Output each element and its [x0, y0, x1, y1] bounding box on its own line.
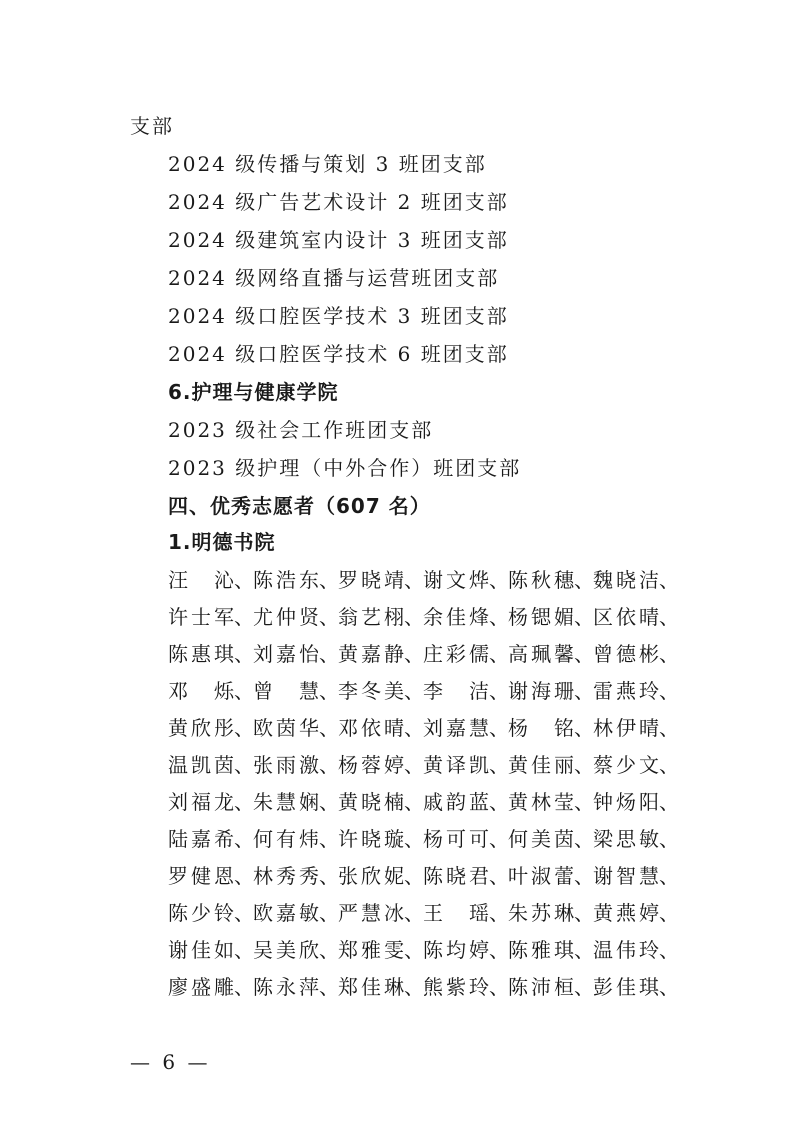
volunteer-name: [423, 566, 508, 603]
name-row: [168, 862, 680, 899]
volunteer-name: [423, 714, 508, 751]
volunteer-name-text: 陈 雅 琪: [508, 938, 574, 962]
name-row: [168, 825, 680, 862]
volunteer-name: [508, 751, 593, 788]
name-separator: 、: [404, 642, 424, 666]
volunteer-name: [338, 640, 423, 677]
volunteer-name: [253, 973, 338, 1010]
name-separator: 、: [404, 901, 424, 925]
volunteer-name-text: 张 雨 激: [253, 753, 319, 777]
volunteer-name-text: 戚 韵 蓝: [423, 790, 489, 814]
name-separator: 、: [489, 716, 509, 740]
name-separator: 、: [659, 716, 679, 740]
volunteer-name: [508, 714, 593, 751]
volunteer-name: [253, 714, 338, 751]
volunteer-name: [593, 862, 678, 899]
volunteer-name-text: 李 洁: [423, 679, 489, 703]
volunteer-name-text: 翁 艺 栩: [338, 605, 404, 629]
volunteer-name: [168, 677, 253, 714]
volunteer-name: [253, 862, 338, 899]
name-row: [168, 677, 680, 714]
volunteer-name-text: 黄 燕 婷: [593, 901, 659, 925]
volunteer-name-text: 尤 仲 贤: [253, 605, 319, 629]
name-separator: 、: [659, 568, 679, 592]
name-separator: 、: [489, 827, 509, 851]
name-separator: 、: [404, 605, 424, 629]
name-separator: 、: [404, 716, 424, 740]
volunteer-name: [253, 825, 338, 862]
name-separator: 、: [489, 864, 509, 888]
name-separator: 、: [319, 975, 339, 999]
name-separator: 、: [319, 753, 339, 777]
volunteer-name: [168, 603, 253, 640]
name-separator: 、: [489, 568, 509, 592]
name-separator: 、: [234, 753, 254, 777]
name-row: [168, 714, 680, 751]
name-separator: 、: [319, 827, 339, 851]
name-separator: 、: [319, 901, 339, 925]
name-separator: 、: [574, 753, 594, 777]
volunteer-name: [168, 899, 253, 936]
volunteer-name-text: 谢 智 慧: [593, 864, 659, 888]
volunteer-name-text: 陈 沛 桓: [508, 975, 574, 999]
name-separator: 、: [659, 753, 679, 777]
volunteer-name-text: 李 冬 美: [338, 679, 404, 703]
volunteer-name-text: 刘 福 龙: [168, 790, 234, 814]
volunteer-name: [508, 862, 593, 899]
volunteer-name: [423, 825, 508, 862]
name-separator: 、: [574, 790, 594, 814]
volunteer-name-text: 林 秀 秀: [253, 864, 319, 888]
name-separator: 、: [574, 938, 594, 962]
name-separator: 、: [234, 864, 254, 888]
volunteer-name-text: 陈 少 铃: [168, 901, 234, 925]
volunteer-name-text: 欧 茵 华: [253, 716, 319, 740]
volunteer-name: [168, 825, 253, 862]
volunteer-name: [338, 936, 423, 973]
text-line-branch-1: 2024 级传播与策划 3 班团支部: [168, 152, 487, 176]
volunteer-name-text: 林 伊 晴: [593, 716, 659, 740]
volunteer-name: [593, 751, 678, 788]
volunteer-name-text: 谢 海 珊: [508, 679, 574, 703]
volunteer-name-text: 刘 嘉 慧: [423, 716, 489, 740]
volunteer-name: [168, 640, 253, 677]
text-line-branch-6: 2024 级口腔医学技术 6 班团支部: [168, 342, 509, 366]
volunteer-name-text: 庄 彩 儒: [423, 642, 489, 666]
name-separator: 、: [574, 716, 594, 740]
volunteer-name: [593, 936, 678, 973]
name-separator: 、: [319, 642, 339, 666]
volunteer-name-text: 朱 苏 琳: [508, 901, 574, 925]
volunteer-name-text: 黄 嘉 静: [338, 642, 404, 666]
volunteer-name-text: 张 欣 妮: [338, 864, 404, 888]
name-row: [168, 788, 680, 825]
volunteer-name-text: 黄 晓 楠: [338, 790, 404, 814]
name-separator: 、: [489, 938, 509, 962]
name-separator: 、: [489, 679, 509, 703]
volunteer-name: [423, 751, 508, 788]
name-row: [168, 751, 680, 788]
volunteer-name-text: 高 珮 馨: [508, 642, 574, 666]
name-separator: 、: [659, 864, 679, 888]
volunteer-name: [338, 714, 423, 751]
volunteer-name-text: 熊 紫 玲: [423, 975, 489, 999]
volunteer-name: [423, 603, 508, 640]
volunteer-name: [168, 714, 253, 751]
volunteer-name-text: 黄 林 莹: [508, 790, 574, 814]
name-separator: 、: [404, 938, 424, 962]
volunteer-name: [253, 640, 338, 677]
text-line-zhibu: 支部: [130, 114, 174, 138]
name-separator: 、: [234, 827, 254, 851]
section-heading-nursing: 6.护理与健康学院: [168, 380, 339, 404]
name-row: [168, 973, 680, 1010]
volunteer-name: [253, 566, 338, 603]
volunteer-name: [593, 566, 678, 603]
volunteer-name: [423, 640, 508, 677]
name-separator: 、: [404, 568, 424, 592]
name-separator: 、: [659, 975, 679, 999]
volunteer-name: [423, 677, 508, 714]
name-separator: 、: [404, 864, 424, 888]
volunteer-name-text: 杨 可 可: [423, 827, 489, 851]
text-line-branch-8: 2023 级护理（中外合作）班团支部: [168, 456, 522, 480]
volunteer-name-text: 黄 佳 丽: [508, 753, 574, 777]
name-separator: 、: [574, 901, 594, 925]
name-separator: 、: [659, 605, 679, 629]
volunteer-name: [508, 640, 593, 677]
name-separator: 、: [319, 605, 339, 629]
name-separator: 、: [489, 753, 509, 777]
name-separator: 、: [659, 827, 679, 851]
volunteer-name: [338, 973, 423, 1010]
name-separator: 、: [234, 790, 254, 814]
name-separator: 、: [659, 679, 679, 703]
name-separator: 、: [489, 605, 509, 629]
volunteer-name-text: 杨 铭: [508, 716, 574, 740]
volunteer-name: [338, 825, 423, 862]
text-line-branch-7: 2023 级社会工作班团支部: [168, 418, 434, 442]
volunteer-name: [168, 936, 253, 973]
name-separator: 、: [234, 642, 254, 666]
volunteer-name-text: 杨 锶 媚: [508, 605, 574, 629]
name-separator: 、: [234, 679, 254, 703]
volunteer-name: [593, 714, 678, 751]
name-separator: 、: [404, 679, 424, 703]
volunteer-name-text: 魏 晓 洁: [593, 568, 659, 592]
volunteer-name-text: 郑 雅 雯: [338, 938, 404, 962]
volunteer-name: [508, 566, 593, 603]
volunteer-name: [253, 751, 338, 788]
name-separator: 、: [489, 975, 509, 999]
volunteer-name: [423, 862, 508, 899]
volunteer-name: [168, 862, 253, 899]
name-separator: 、: [234, 938, 254, 962]
volunteer-name: [508, 899, 593, 936]
name-separator: 、: [404, 975, 424, 999]
volunteer-name-text: 陈 晓 君: [423, 864, 489, 888]
volunteer-name-text: 蔡 少 文: [593, 753, 659, 777]
volunteer-name: [593, 899, 678, 936]
volunteer-name-text: 陈 惠 琪: [168, 642, 234, 666]
volunteer-name: [593, 677, 678, 714]
volunteer-name: [338, 566, 423, 603]
volunteer-name-text: 陆 嘉 希: [168, 827, 234, 851]
volunteer-name-text: 曾 德 彬: [593, 642, 659, 666]
name-separator: 、: [574, 679, 594, 703]
name-separator: 、: [574, 642, 594, 666]
volunteer-name: [508, 936, 593, 973]
name-separator: 、: [234, 901, 254, 925]
name-separator: 、: [574, 975, 594, 999]
volunteer-name-text: 区 依 晴: [593, 605, 659, 629]
volunteer-name: [253, 899, 338, 936]
volunteer-name: [168, 788, 253, 825]
volunteer-name-text: 吴 美 欣: [253, 938, 319, 962]
text-line-branch-2: 2024 级广告艺术设计 2 班团支部: [168, 190, 509, 214]
volunteer-name-text: 钟 炀 阳: [593, 790, 659, 814]
volunteer-name-text: 温 凯 茵: [168, 753, 234, 777]
volunteer-name: [338, 899, 423, 936]
name-separator: 、: [319, 679, 339, 703]
volunteer-name: [593, 640, 678, 677]
volunteer-name: [423, 788, 508, 825]
volunteer-name: [593, 973, 678, 1010]
volunteer-name-text: 严 慧 冰: [338, 901, 404, 925]
volunteer-name: [423, 973, 508, 1010]
volunteer-name: [593, 788, 678, 825]
volunteer-name-text: 王 瑶: [423, 901, 489, 925]
name-separator: 、: [489, 901, 509, 925]
volunteer-name-text: 曾 慧: [253, 679, 319, 703]
volunteer-name-text: 朱 慧 娴: [253, 790, 319, 814]
volunteer-name-text: 刘 嘉 怡: [253, 642, 319, 666]
text-line-branch-3: 2024 级建筑室内设计 3 班团支部: [168, 228, 509, 252]
volunteer-name: [338, 677, 423, 714]
volunteer-name-text: 廖 盛 雕: [168, 975, 234, 999]
volunteer-name: [508, 677, 593, 714]
name-row: [168, 566, 680, 603]
name-separator: 、: [574, 827, 594, 851]
volunteer-name-text: 陈 永 萍: [253, 975, 319, 999]
volunteer-name-text: 邓 烁: [168, 679, 234, 703]
name-separator: 、: [574, 568, 594, 592]
volunteer-name: [338, 862, 423, 899]
name-separator: 、: [319, 716, 339, 740]
name-separator: 、: [574, 864, 594, 888]
section-heading-mingde: 1.明德书院: [168, 530, 276, 554]
volunteer-name: [253, 788, 338, 825]
name-separator: 、: [659, 938, 679, 962]
name-separator: 、: [319, 790, 339, 814]
name-separator: 、: [404, 790, 424, 814]
name-separator: 、: [234, 716, 254, 740]
name-separator: 、: [319, 864, 339, 888]
name-row: [168, 603, 680, 640]
volunteer-name-text: 陈 秋 穗: [508, 568, 574, 592]
volunteer-name-text: 何 有 炜: [253, 827, 319, 851]
volunteer-name-grid: [168, 566, 680, 1010]
volunteer-name: [508, 973, 593, 1010]
volunteer-name: [508, 825, 593, 862]
volunteer-name-text: 欧 嘉 敏: [253, 901, 319, 925]
volunteer-name: [593, 603, 678, 640]
volunteer-name: [338, 751, 423, 788]
volunteer-name-text: 何 美 茵: [508, 827, 574, 851]
volunteer-name-text: 陈 浩 东: [253, 568, 319, 592]
volunteer-name-text: 黄 欣 彤: [168, 716, 234, 740]
volunteer-name-text: 罗 健 恩: [168, 864, 234, 888]
volunteer-name-text: 许 晓 璇: [338, 827, 404, 851]
name-separator: 、: [234, 975, 254, 999]
volunteer-name-text: 梁 思 敏: [593, 827, 659, 851]
volunteer-name: [168, 566, 253, 603]
volunteer-name: [593, 825, 678, 862]
volunteer-name-text: 郑 佳 琳: [338, 975, 404, 999]
name-separator: 、: [659, 642, 679, 666]
volunteer-name-text: 余 佳 烽: [423, 605, 489, 629]
name-separator: 、: [489, 790, 509, 814]
volunteer-name-text: 邓 依 晴: [338, 716, 404, 740]
volunteer-name-text: 罗 晓 靖: [338, 568, 404, 592]
volunteer-name: [423, 899, 508, 936]
volunteer-name: [253, 936, 338, 973]
volunteer-name-text: 谢 佳 如: [168, 938, 234, 962]
name-separator: 、: [234, 568, 254, 592]
volunteer-name-text: 黄 译 凯: [423, 753, 489, 777]
name-separator: 、: [574, 605, 594, 629]
volunteer-name: [338, 788, 423, 825]
name-separator: 、: [319, 568, 339, 592]
volunteer-name: [168, 973, 253, 1010]
name-row: [168, 640, 680, 677]
volunteer-name-text: 温 伟 玲: [593, 938, 659, 962]
volunteer-name: [168, 751, 253, 788]
volunteer-name: [508, 603, 593, 640]
volunteer-name-text: 汪 沁: [168, 568, 234, 592]
name-separator: 、: [659, 901, 679, 925]
name-separator: 、: [489, 642, 509, 666]
section-heading-volunteers: 四、优秀志愿者（607 名）: [168, 494, 431, 518]
volunteer-name: [508, 788, 593, 825]
name-separator: 、: [404, 753, 424, 777]
name-separator: 、: [234, 605, 254, 629]
volunteer-name-text: 许 士 军: [168, 605, 234, 629]
volunteer-name: [423, 936, 508, 973]
name-row: [168, 936, 680, 973]
name-separator: 、: [319, 938, 339, 962]
name-separator: 、: [659, 790, 679, 814]
name-row: [168, 899, 680, 936]
volunteer-name-text: 谢 文 烨: [423, 568, 489, 592]
volunteer-name: [253, 677, 338, 714]
text-line-branch-5: 2024 级口腔医学技术 3 班团支部: [168, 304, 509, 328]
name-separator: 、: [404, 827, 424, 851]
text-line-branch-4: 2024 级网络直播与运营班团支部: [168, 266, 500, 290]
volunteer-name-text: 杨 蓉 婷: [338, 753, 404, 777]
page-number: — 6 —: [130, 1050, 211, 1074]
volunteer-name: [338, 603, 423, 640]
volunteer-name-text: 彭 佳 琪: [593, 975, 659, 999]
volunteer-name: [253, 603, 338, 640]
volunteer-name-text: 叶 淑 蕾: [508, 864, 574, 888]
volunteer-name-text: 雷 燕 玲: [593, 679, 659, 703]
volunteer-name-text: 陈 均 婷: [423, 938, 489, 962]
